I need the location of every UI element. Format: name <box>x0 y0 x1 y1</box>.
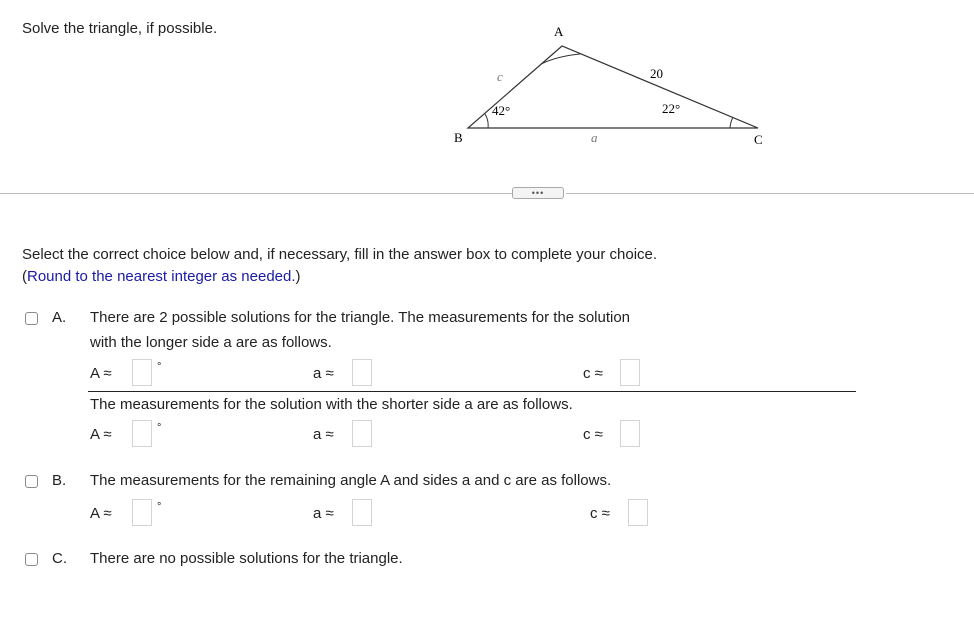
choice-a1-c-label: c ≈ <box>583 365 603 382</box>
choice-a1-A-label: A ≈ <box>90 365 112 382</box>
choice-a2-c-input[interactable] <box>620 420 640 447</box>
choice-a2-a-label: a ≈ <box>313 426 334 443</box>
choice-c-line1: There are no possible solutions for the triangle. <box>90 550 403 567</box>
degree-symbol: ° <box>157 422 162 434</box>
expand-more-button[interactable]: ••• <box>512 187 564 199</box>
choice-b-checkbox[interactable] <box>25 475 38 488</box>
choice-a1-c-input[interactable] <box>620 359 640 386</box>
choice-a1-A-input[interactable] <box>132 359 152 386</box>
choice-a-letter: A. <box>52 309 67 326</box>
instructions-line1: Select the correct choice below and, if necessary, fill in the answer box to complete your choice. <box>22 246 658 263</box>
choice-b-A-label: A ≈ <box>90 505 112 522</box>
choice-a-line2: with the longer side a are as follows. <box>90 334 332 351</box>
vertex-b-label: B <box>454 130 463 145</box>
vertex-a-label: A <box>554 24 564 39</box>
section-divider-left <box>0 193 512 194</box>
choice-a1-a-label: a ≈ <box>313 365 334 382</box>
choice-a-line3: The measurements for the solution with the shorter side a are as follows. <box>90 396 573 413</box>
angle-c-label: 22° <box>662 101 681 116</box>
choice-b-line1: The measurements for the remaining angle A and sides a and c are as follows. <box>90 472 612 489</box>
angle-b-label: 42° <box>492 103 511 118</box>
vertex-c-label: C <box>754 132 763 147</box>
side-c-label: c <box>497 69 503 84</box>
choice-b-a-label: a ≈ <box>313 505 334 522</box>
rounding-hint: Round to the nearest integer as needed. <box>27 268 296 285</box>
side-b-label: 20 <box>650 66 663 81</box>
choice-a-checkbox[interactable] <box>25 312 38 325</box>
choice-c-letter: C. <box>52 550 67 567</box>
degree-symbol: ° <box>157 361 162 373</box>
choice-a-line1: There are 2 possible solutions for the triangle. The measurements for the solution <box>90 309 631 326</box>
choice-b-c-label: c ≈ <box>590 505 610 522</box>
angle-arc-c <box>730 117 733 128</box>
choice-a2-A-input[interactable] <box>132 420 152 447</box>
choice-a2-a-input[interactable] <box>352 420 372 447</box>
choice-c-checkbox[interactable] <box>25 553 38 566</box>
side-a-label: a <box>591 130 598 145</box>
question-prompt: Solve the triangle, if possible. <box>22 20 218 37</box>
triangle-shape <box>468 46 758 128</box>
instructions <box>22 244 657 288</box>
instructions-line2: (Round to the nearest integer as needed.) <box>22 268 301 285</box>
angle-arc-b <box>485 114 488 128</box>
choice-b-a-input[interactable] <box>352 499 372 526</box>
choice-b-letter: B. <box>52 472 67 489</box>
degree-symbol: ° <box>157 501 162 513</box>
section-divider-right <box>566 193 974 194</box>
choice-a2-c-label: c ≈ <box>583 426 603 443</box>
triangle-figure <box>440 18 780 153</box>
choice-a2-A-label: A ≈ <box>90 426 112 443</box>
choice-b-c-input[interactable] <box>628 499 648 526</box>
choice-a-separator <box>88 391 856 392</box>
choice-b-A-input[interactable] <box>132 499 152 526</box>
choice-a1-a-input[interactable] <box>352 359 372 386</box>
